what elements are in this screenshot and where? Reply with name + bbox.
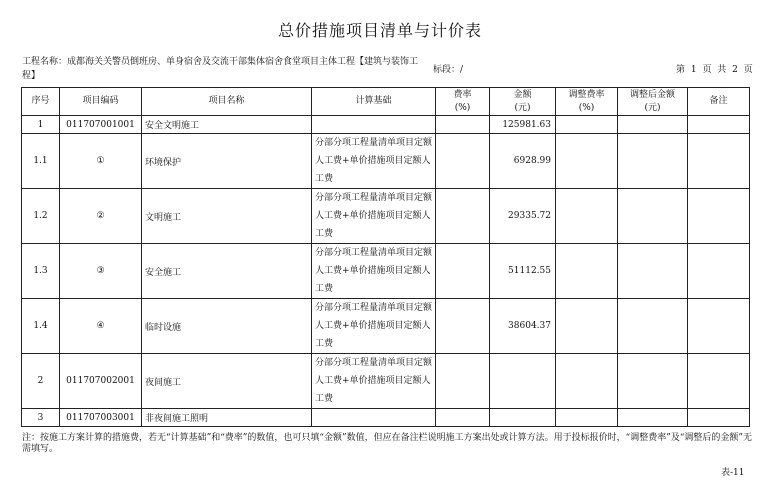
cell-adjusted-rate <box>556 116 618 134</box>
table-row <box>22 409 750 427</box>
footnote: 注：按施工方案计算的措施费，若无“计算基础”和“费率”的数值，也可只填“金额”数值，但应在备注栏说明施工方案出处或计算方法。用于投标报价时，“调整费率”及“调整后的金额”无需填写。 <box>22 433 753 454</box>
table-row <box>22 189 750 244</box>
project-info <box>22 55 426 83</box>
cell-name: 临时设施 <box>142 299 312 354</box>
cell-amount: 29335.72 <box>490 189 556 244</box>
cell-amount <box>490 409 556 427</box>
cell-amount: 125981.63 <box>490 116 556 134</box>
header-remark: 备注 <box>688 88 750 116</box>
cell-name: 安全文明施工 <box>142 116 312 134</box>
cell-rate <box>436 189 490 244</box>
cell-seq: 1 <box>22 116 60 134</box>
cell-code: ④ <box>60 299 142 354</box>
cell-rate <box>436 354 490 409</box>
table-row <box>22 244 750 299</box>
header-adjusted-rate: 调整费率 (%) <box>556 88 618 116</box>
table-row <box>22 354 750 409</box>
cell-rate <box>436 134 490 189</box>
cell-adjusted-amount <box>618 116 688 134</box>
header-seq: 序号 <box>22 88 60 116</box>
measures-table <box>21 87 750 427</box>
cell-basis: 分部分项工程量清单项目定额人工费+单价措施项目定额人工费 <box>312 354 436 409</box>
cell-adjusted-rate <box>556 299 618 354</box>
cell-code: 011707002001 <box>60 354 142 409</box>
form-code: 表-11 <box>721 468 745 478</box>
cell-rate <box>436 409 490 427</box>
page-info: 第 1 页 共 2 页 <box>676 65 753 75</box>
header-code: 项目编码 <box>60 88 142 116</box>
cell-rate <box>436 116 490 134</box>
cell-remark <box>688 189 750 244</box>
cell-adjusted-rate <box>556 189 618 244</box>
cell-adjusted-amount <box>618 299 688 354</box>
cell-adjusted-amount <box>618 244 688 299</box>
cell-remark <box>688 116 750 134</box>
cell-adjusted-amount <box>618 409 688 427</box>
cell-seq: 1.3 <box>22 244 60 299</box>
cell-remark <box>688 409 750 427</box>
cell-adjusted-rate <box>556 354 618 409</box>
page-title: 总价措施项目清单与计价表 <box>277 21 482 40</box>
table-row <box>22 299 750 354</box>
section-info: 标段：/ <box>433 65 464 75</box>
cell-basis <box>312 409 436 427</box>
cell-adjusted-rate <box>556 244 618 299</box>
table-row <box>22 116 750 134</box>
header-rate: 费率 (%) <box>436 88 490 116</box>
cell-basis: 分部分项工程量清单项目定额人工费+单价措施项目定额人工费 <box>312 189 436 244</box>
cell-amount: 38604.37 <box>490 299 556 354</box>
cell-name: 文明施工 <box>142 189 312 244</box>
header-name: 项目名称 <box>142 88 312 116</box>
project-label: 工程名称： <box>22 57 68 67</box>
cell-adjusted-amount <box>618 354 688 409</box>
cell-seq: 1.2 <box>22 189 60 244</box>
cell-basis <box>312 116 436 134</box>
cell-name: 非夜间施工照明 <box>142 409 312 427</box>
cell-amount: 6928.99 <box>490 134 556 189</box>
cell-remark <box>688 134 750 189</box>
cell-rate <box>436 299 490 354</box>
cell-code: 011707001001 <box>60 116 142 134</box>
cell-name: 安全施工 <box>142 244 312 299</box>
project-name: 成都海关关警员倒班房、单身宿舍及交流干部集体宿舍食堂项目主体工程【建筑与装饰工程】 <box>22 57 419 81</box>
cell-adjusted-rate <box>556 409 618 427</box>
cell-seq: 1.1 <box>22 134 60 189</box>
cell-remark <box>688 354 750 409</box>
cell-code: ① <box>60 134 142 189</box>
cell-basis: 分部分项工程量清单项目定额人工费+单价措施项目定额人工费 <box>312 299 436 354</box>
cell-remark <box>688 244 750 299</box>
header-basis: 计算基础 <box>312 88 436 116</box>
cell-rate <box>436 244 490 299</box>
cell-basis: 分部分项工程量清单项目定额人工费+单价措施项目定额人工费 <box>312 134 436 189</box>
cell-code: ② <box>60 189 142 244</box>
cell-remark <box>688 299 750 354</box>
cell-adjusted-rate <box>556 134 618 189</box>
cell-seq: 2 <box>22 354 60 409</box>
cell-amount: 51112.55 <box>490 244 556 299</box>
cell-code: 011707003001 <box>60 409 142 427</box>
header-adjusted-amount: 调整后金额 (元) <box>618 88 688 116</box>
cell-seq: 1.4 <box>22 299 60 354</box>
cell-code: ③ <box>60 244 142 299</box>
cell-name: 环境保护 <box>142 134 312 189</box>
cell-seq: 3 <box>22 409 60 427</box>
cell-adjusted-amount <box>618 134 688 189</box>
table-header <box>22 88 750 116</box>
cell-amount <box>490 354 556 409</box>
cell-name: 夜间施工 <box>142 354 312 409</box>
cell-basis: 分部分项工程量清单项目定额人工费+单价措施项目定额人工费 <box>312 244 436 299</box>
table-row <box>22 134 750 189</box>
header-amount: 金额 (元) <box>490 88 556 116</box>
cell-adjusted-amount <box>618 189 688 244</box>
